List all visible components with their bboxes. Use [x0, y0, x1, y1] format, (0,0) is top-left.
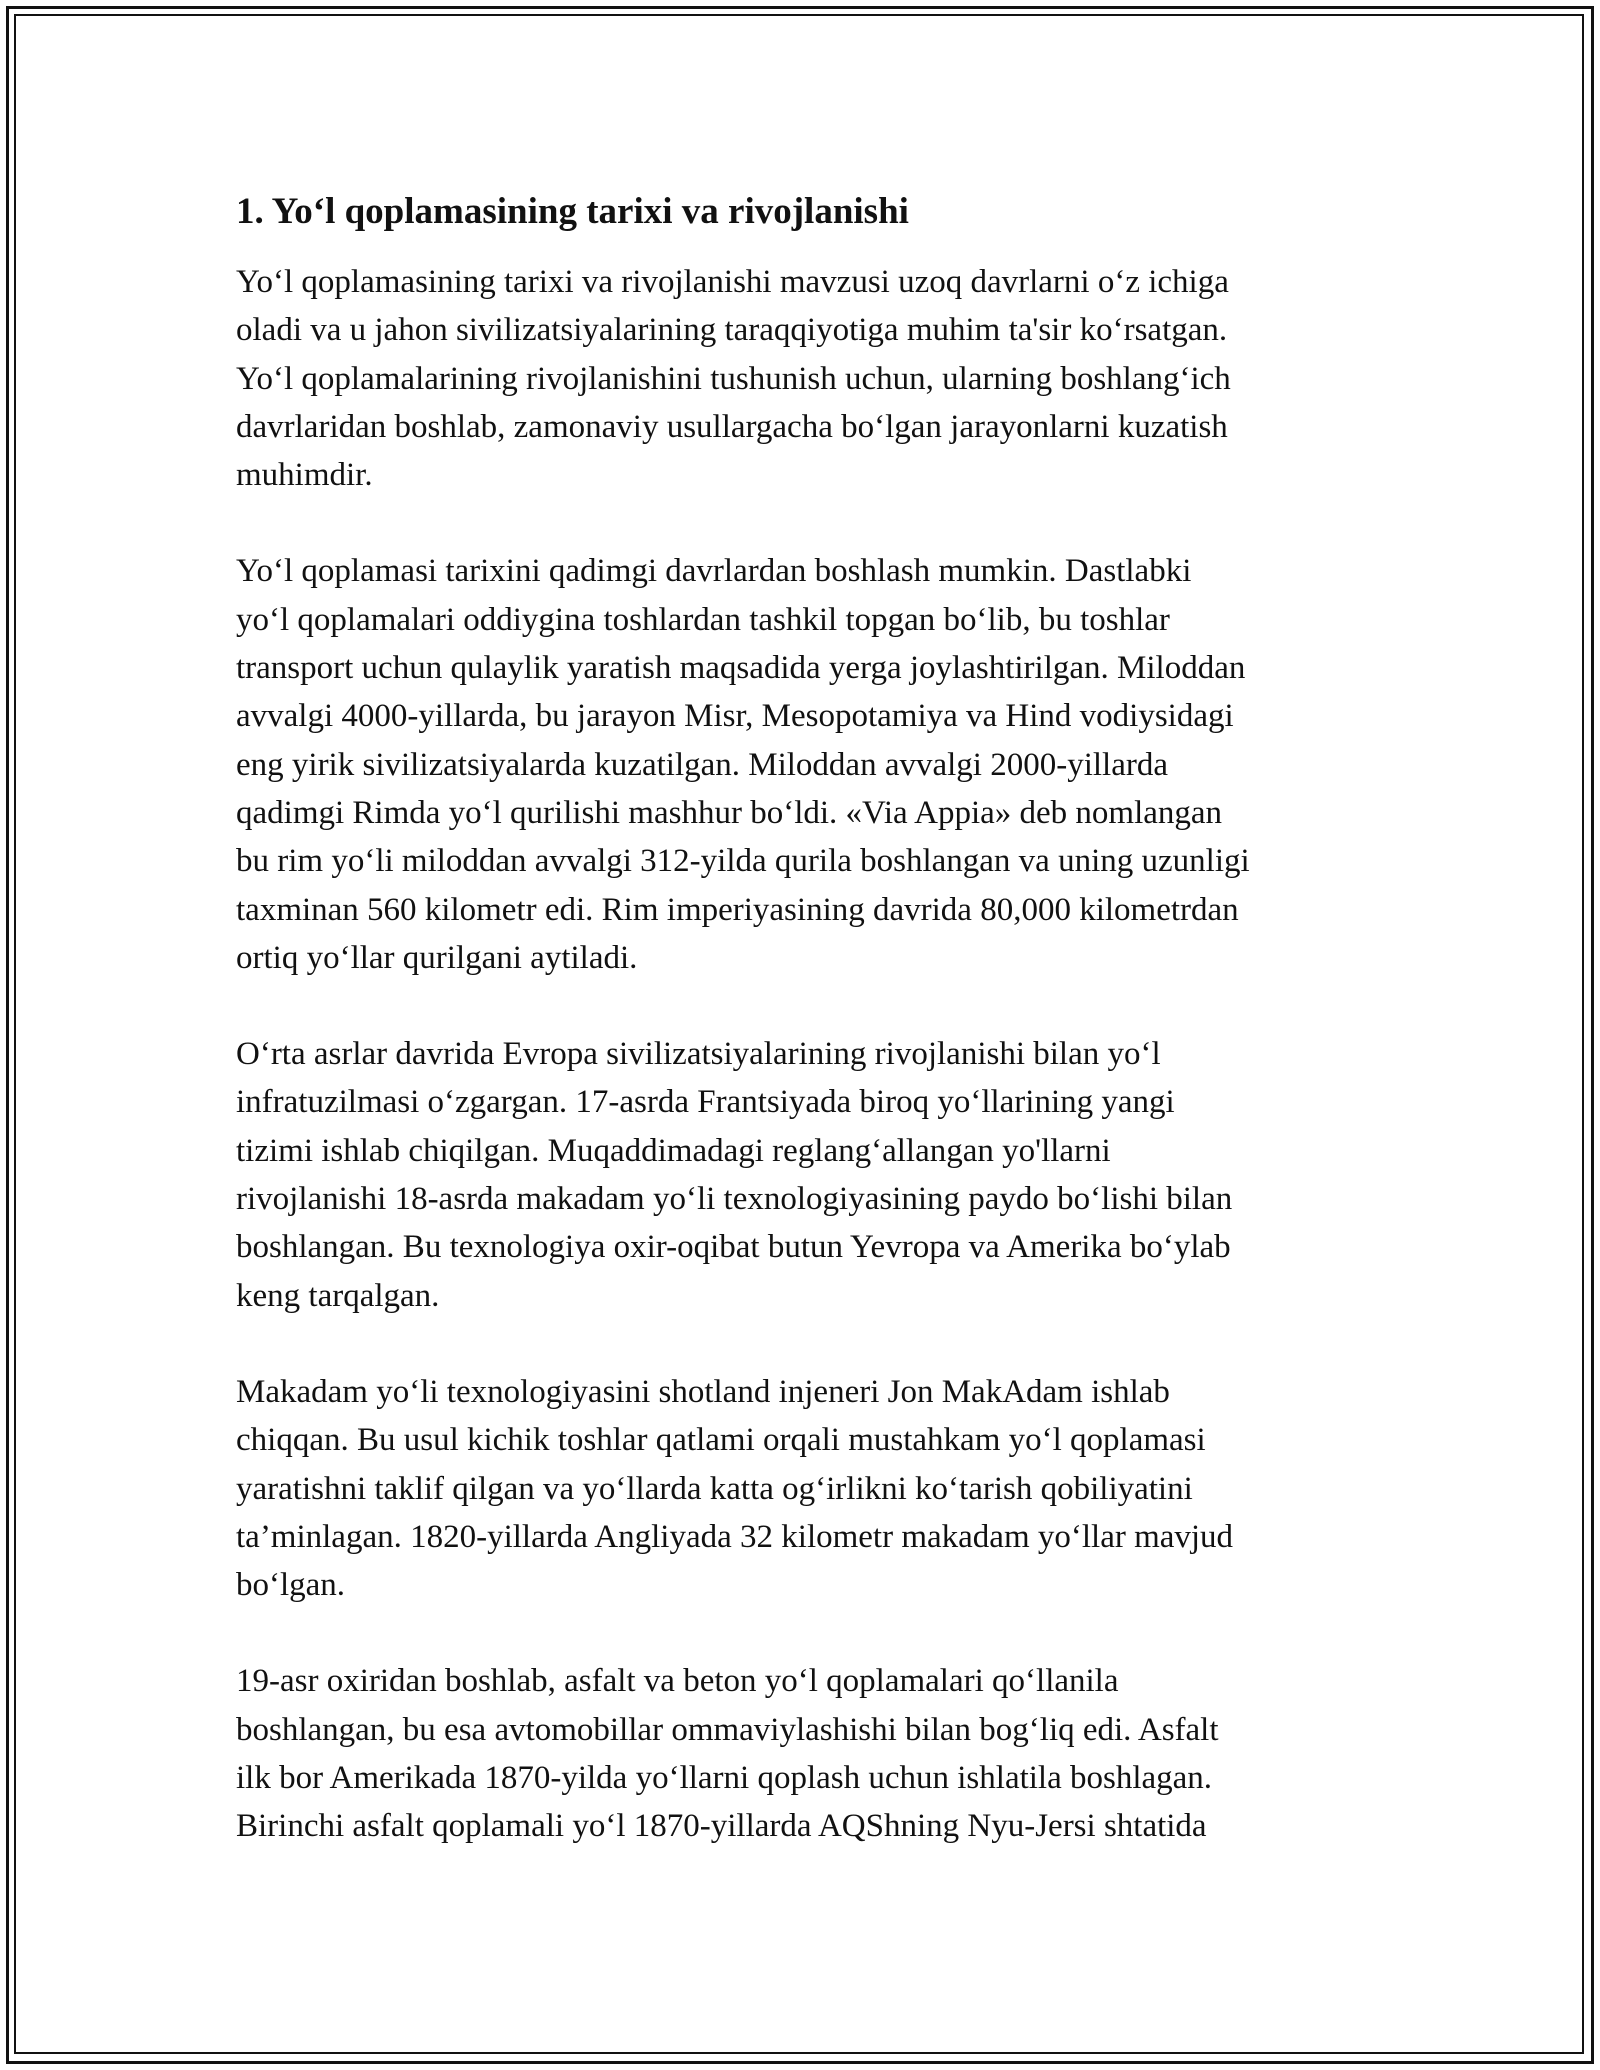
section-heading: 1. Yo‘l qoplamasining tarixi va rivojlanishi	[236, 191, 909, 232]
paragraph-macadam: Makadam yo‘li texnologiyasini shotland injeneri Jon MakAdam ishlab chiqqan. Bu usul kichik toshlar qatlami orqali mustahkam yo‘l qoplamasi yaratishni taklif qilgan va yo‘llarda katta og‘irlikni ko‘tarish qobiliyatini ta’minlagan. 1820-yillarda Angliyada 32 kilometr makadam yo‘llar mavjud bo‘lgan.	[236, 1373, 1234, 1604]
paragraph-middle-ages: O‘rta asrlar davrida Evropa sivilizatsiyalarining rivojlanishi bilan yo‘l infratuzilmasi o‘zgargan. 17-asrda Frantsiyada biroq yo‘llarining yangi tizimi ishlab chiqilgan. Muqaddimadagi reglang‘allangan yo'llarni rivojlanishi 18-asrda makadam yo‘li texnologiyasining paydo bo‘lishi bilan boshlangan. Bu texnologiya oxir-oqibat butun Yevropa va Amerika bo‘ylab keng tarqalgan.	[236, 1036, 1233, 1314]
paragraph-introduction: Yo‘l qoplamasining tarixi va rivojlanishi mavzusi uzoq davrlarni o‘z ichiga oladi va u jahon sivilizatsiyalarining taraqqiyotiga muhim ta'sir ko‘rsatgan. Yo‘l qoplamalarining rivojlanishini tushunish uchun, ularning boshlang‘ich davrlaridan boshlab, zamonaviy usullargacha bo‘lgan jarayonlarni kuzatish muhimdir.	[236, 264, 1231, 494]
paragraph-asphalt-concrete: 19-asr oxiridan boshlab, asfalt va beton yo‘l qoplamalari qo‘llanila boshlangan, bu esa avtomobillar ommaviylashishi bilan bog‘liq edi. Asfalt ilk bor Amerikada 1870-yilda yo‘llarni qoplash uchun ishlatila boshlagan. Birinchi asfalt qoplamali yo‘l 1870-yillarda AQShning Nyu-Jersi shtatida	[236, 1663, 1219, 1845]
paragraph-ancient-roads: Yo‘l qoplamasi tarixini qadimgi davrlardan boshlash mumkin. Dastlabki yo‘l qoplamalari oddiygina toshlardan tashkil topgan bo‘lib, bu toshlar transport uchun qulaylik yaratish maqsadida yerga joylashtirilgan. Miloddan avvalgi 4000-yillarda, bu jarayon Misr, Mesopotamiya va Hind vodiysidagi eng yirik sivilizatsiyalarda kuzatilgan. Miloddan avvalgi 2000-yillarda qadimgi Rimda yo‘l qurilishi mashhur bo‘ldi. «Via Appia» deb nomlangan bu rim yo‘li miloddan avvalgi 312-yilda qurila boshlangan va uning uzunligi taxminan 560 kilometr edi. Rim imperiyasining davrida 80,000 kilometrdan ortiq yo‘llar qurilgani aytiladi.	[236, 553, 1250, 976]
document-body	[236, 186, 1396, 1899]
